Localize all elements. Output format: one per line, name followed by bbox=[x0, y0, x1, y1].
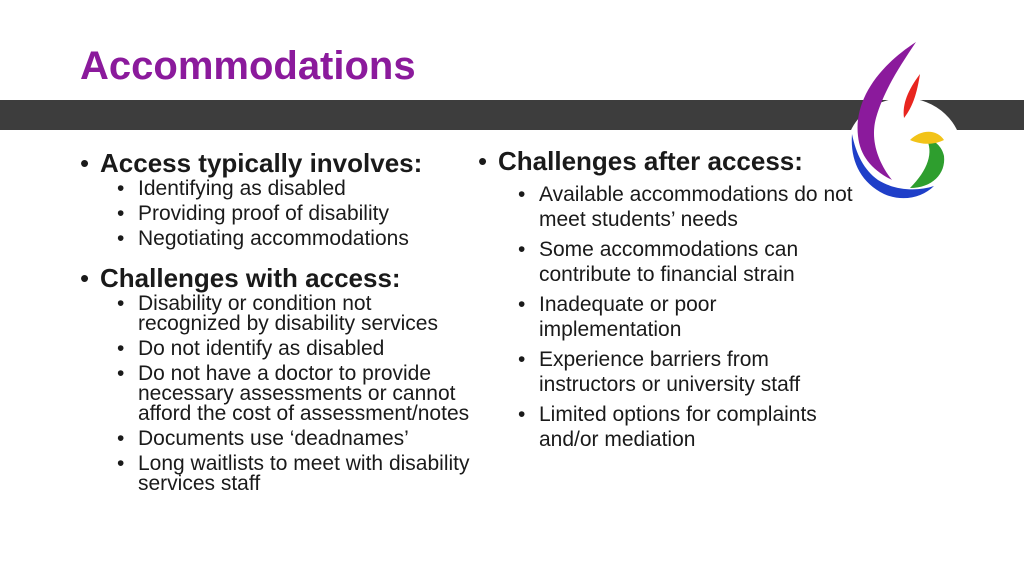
list-item: • Limited options for complaints and/or mediation bbox=[518, 402, 858, 452]
slide-title: Accommodations bbox=[80, 44, 416, 88]
access-section bbox=[80, 148, 475, 249]
list-item: • Available accommodations do not meet students’ needs bbox=[518, 182, 858, 232]
list-item: • Long waitlists to meet with disability services staff bbox=[117, 454, 475, 494]
challenges-with-access-list bbox=[80, 294, 475, 494]
challenges-with-access-section bbox=[80, 263, 475, 494]
right-column bbox=[478, 146, 858, 452]
challenges-with-access-heading: • Challenges with access: bbox=[80, 263, 475, 293]
list-item: • Documents use ‘deadnames’ bbox=[117, 429, 475, 449]
challenges-after-access-list bbox=[478, 182, 858, 452]
list-item: • Providing proof of disability bbox=[117, 204, 475, 224]
list-item: • Identifying as disabled bbox=[117, 179, 475, 199]
left-column bbox=[80, 148, 475, 494]
list-item: • Inadequate or poor implementation bbox=[518, 292, 858, 342]
list-item: • Do not have a doctor to provide necessary assessments or cannot afford the cost of assessment/notes bbox=[117, 364, 475, 424]
list-item: • Disability or condition not recognized by disability services bbox=[117, 294, 475, 334]
list-item: • Some accommodations can contribute to financial strain bbox=[518, 237, 858, 287]
list-item: • Experience barriers from instructors or university staff bbox=[518, 347, 858, 397]
list-item: • Negotiating accommodations bbox=[117, 229, 475, 249]
access-heading: • Access typically involves: bbox=[80, 148, 475, 178]
challenges-after-access-heading: • Challenges after access: bbox=[478, 146, 858, 176]
list-item: • Do not identify as disabled bbox=[117, 339, 475, 359]
access-list bbox=[80, 179, 475, 249]
challenges-after-access-section bbox=[478, 146, 858, 452]
